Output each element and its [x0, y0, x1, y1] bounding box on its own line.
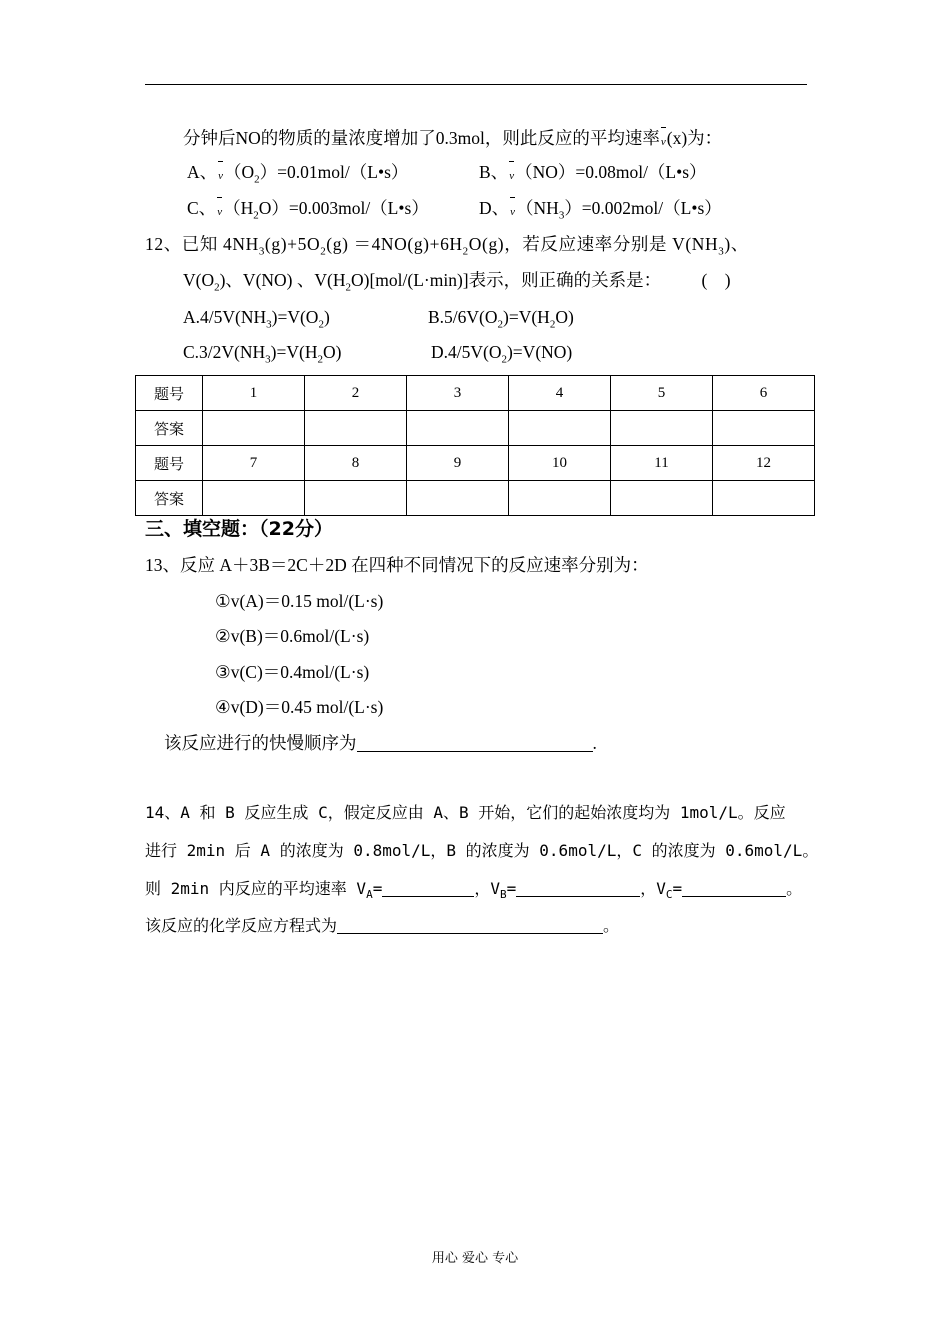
q13-prompt: 该反应进行的快慢顺序为 . — [164, 733, 597, 753]
table-cell: 5 — [611, 376, 713, 411]
table-cell: 8 — [305, 446, 407, 481]
v-bar-symbol: v — [508, 164, 515, 188]
answer-table — [135, 375, 815, 516]
answer-cell[interactable] — [611, 481, 713, 516]
q14-line4: 该反应的化学反应方程式为 。 — [145, 916, 620, 935]
q11-stem: 分钟后NO的物质的量浓度增加了0.3mol，则此反应的平均速率v(x)为： — [183, 126, 722, 154]
table-cell: 1 — [203, 376, 305, 411]
q13-item: ②v(B)＝0.6mol/(L·s) — [215, 626, 370, 646]
header-rule — [145, 84, 807, 85]
answer-blank[interactable] — [382, 880, 474, 897]
v-bar-symbol: v — [216, 200, 223, 224]
answer-cell[interactable] — [611, 411, 713, 446]
q12-option-c: $C.3/2V(NH_3)=V(H_2O)$ — [183, 342, 342, 366]
q14-line3: 则 2min 内反应的平均速率 $V_A=$ ，$V_B=$ ，$V_C=$ 。 — [145, 879, 803, 902]
answer-cell[interactable] — [203, 481, 305, 516]
table-cell: 4 — [509, 376, 611, 411]
v-bar-symbol: v — [217, 164, 224, 188]
q14-line1: 14、A 和 B 反应生成 C，假定反应由 A、B 开始，它们的起始浓度均为 1mol/L。反应 — [145, 803, 786, 822]
answer-cell[interactable] — [305, 411, 407, 446]
answer-cell[interactable] — [305, 481, 407, 516]
table-cell: 11 — [611, 446, 713, 481]
q13-item: ①v(A)＝0.15 mol/(L·s) — [215, 591, 384, 611]
answer-blank[interactable] — [357, 735, 593, 752]
q13-item: ③v(C)＝0.4mol/(L·s) — [215, 662, 370, 682]
q12-option-d: $D.4/5V(O_2)=V(NO)$ — [431, 342, 573, 366]
q12-stem-line2: $V(O_2)$、V(NO) 、$V(H_2O)[mol/(L\cdot\min)]$表示，则正确的关系是： ( ) — [183, 270, 731, 294]
q12-option-a: $A.4/5V(NH_3)=V(O_2)$ — [183, 307, 330, 331]
table-cell: 7 — [203, 446, 305, 481]
q11-option-a: A、$v(O_2)=0.01mol/(L•s)$ — [187, 160, 408, 188]
q11-option-d: D、$v(NH_3)=0.002mol/(L•s)$ — [479, 196, 722, 224]
q12-option-b: $B.5/6V(O_2)=V(H_2O)$ — [428, 307, 574, 331]
table-cell-header: 题号 — [136, 446, 203, 481]
table-cell: 12 — [713, 446, 815, 481]
table-row — [136, 446, 815, 481]
q14-line2: 进行 2min 后 A 的浓度为 0.8mol/L，B 的浓度为 0.6mol/L，C 的浓度为 0.6mol/L。 — [145, 841, 819, 860]
table-row — [136, 411, 815, 446]
q13-stem: 13、反应 A＋3B＝2C＋2D 在四种不同情况下的反应速率分别为： — [145, 555, 649, 575]
q12-stem-line1: 12、已知 $4NH_3(g)+5O_2(g) =4NO(g)+6H_2O(g)$，若反应速率分别是 $V(NH_3)$、 — [145, 234, 749, 258]
answer-cell[interactable] — [509, 481, 611, 516]
v-bar-symbol: v — [509, 200, 516, 224]
v-bar-symbol: v — [660, 130, 667, 154]
answer-cell[interactable] — [713, 411, 815, 446]
table-cell: 9 — [407, 446, 509, 481]
answer-blank[interactable] — [682, 880, 786, 897]
page-footer: 用心 爱心 专心 — [431, 1251, 519, 1266]
table-cell: 3 — [407, 376, 509, 411]
table-cell-header: 答案 — [136, 481, 203, 516]
table-cell: 6 — [713, 376, 815, 411]
answer-blank[interactable] — [337, 917, 603, 934]
table-cell: 2 — [305, 376, 407, 411]
answer-cell[interactable] — [509, 411, 611, 446]
q13-item: ④v(D)＝0.45 mol/(L·s) — [215, 697, 384, 717]
table-cell-header: 题号 — [136, 376, 203, 411]
table-row — [136, 376, 815, 411]
answer-blank[interactable] — [516, 880, 640, 897]
q11-option-c: C、$v(H_2O)=0.003mol/(L•s)$ — [187, 196, 429, 224]
table-cell: 10 — [509, 446, 611, 481]
section-title: 三、填空题：（22分） — [145, 518, 333, 540]
answer-cell[interactable] — [407, 481, 509, 516]
answer-cell[interactable] — [713, 481, 815, 516]
table-cell-header: 答案 — [136, 411, 203, 446]
answer-cell[interactable] — [203, 411, 305, 446]
answer-paren: ( ) — [701, 270, 731, 290]
q11-option-b: B、v（NO）=0.08mol/（L•s） — [479, 160, 707, 188]
answer-cell[interactable] — [407, 411, 509, 446]
table-row — [136, 481, 815, 516]
